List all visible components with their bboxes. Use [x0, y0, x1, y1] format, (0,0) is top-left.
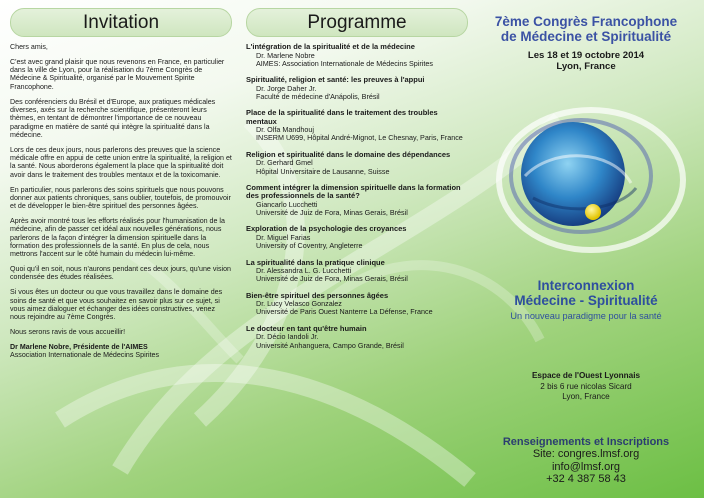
invitation-paragraph: Quoi qu'il en soit, nous n'aurons pendant ces deux jours, qu'une vision condensée des études réalisées. — [10, 265, 231, 282]
cover-column — [478, 8, 694, 498]
speaker-name: Giancarlo Lucchetti — [256, 199, 318, 209]
invitation-paragraph: Après avoir montré tous les efforts réalisés pour l'humanisation de la médecine, afin de passer cet idéal aux nouvelles générations, nous parlerons de la façon d'intégrer la dimension spirituelle dans la formation des professionnels de la santé. En plus de cela, nous mettrons l'accent sur le côté humain du médecin lui-même. — [10, 217, 225, 259]
invitation-column — [10, 8, 232, 360]
speaker-name: Dr. Alessandra L. G. Lucchetti — [256, 266, 352, 276]
talk-title: Bien-être spirituel des personnes âgées — [246, 290, 389, 300]
speaker-affiliation: Université Anhanguera, Campo Grande, Brésil — [256, 340, 404, 350]
contact-phone: +32 4 387 58 43 — [546, 473, 626, 485]
congress-title-line1: 7ème Congrès Francophone — [494, 14, 678, 29]
signature-association: Association Internationale de Médecins Spirites — [10, 351, 160, 360]
speaker-affiliation: Université de Paris Ouest Nanterre La Défense, France — [256, 307, 433, 317]
speaker-name: Dr. Décio Iandoli Jr. — [256, 332, 319, 342]
talk-title: Comment intégrer la dimension spirituelle dans la formation des professionnels de la santé? — [246, 182, 461, 201]
speaker-name: Dr. Marlene Nobre — [256, 50, 315, 60]
venue-city: Lyon, France — [562, 392, 610, 401]
programme-item — [246, 259, 468, 284]
congress-title — [478, 14, 694, 44]
invitation-paragraph: Des conférenciers du Brésil et d'Europe, aux pratiques médicales diverses, axés sur la recherche scientifique, présenteront leurs thèmes, en tentant de démontrer l'importance de ce nouveau paradigme en matière de santé qui intègre la spiritualité dans la médecine. — [10, 97, 216, 139]
theme-block — [478, 278, 694, 321]
speaker-affiliation: Université de Juiz de Fora, Minas Gerais, Brésil — [256, 208, 408, 218]
programme-item — [246, 109, 468, 143]
speaker-name: Dr. Gerhard Gmel — [256, 158, 313, 168]
invitation-paragraph: Lors de ces deux jours, nous parlerons des preuves que la science médicale offre en appui de cette union entre la spiritualité, la religion et la santé. Nous aborderons également la place que la spiritualité doit avoir dans le traitement des troubles mentaux et de la toxicomanie. — [10, 145, 232, 179]
talk-title: Exploration de la psychologie des croyances — [246, 224, 407, 234]
talk-title: Place de la spiritualité dans le traitement des troubles mentaux — [246, 108, 438, 126]
theme-line2: Médecine - Spiritualité — [514, 293, 658, 308]
programme-item — [246, 325, 468, 350]
speaker-affiliation: INSERM U699, Hôpital André-Mignot, Le Chesnay, Paris, France — [256, 133, 463, 143]
dates-text: Les 18 et 19 octobre 2014 — [527, 50, 645, 61]
programme-item — [246, 184, 468, 218]
invitation-heading: Invitation — [10, 8, 232, 37]
programme-item — [246, 151, 468, 176]
programme-column — [246, 8, 468, 358]
signature-name: Dr Marlene Nobre, Présidente de l'AIMES — [10, 342, 148, 351]
congress-dates — [478, 50, 694, 72]
programme-item — [246, 76, 468, 101]
invitation-paragraph: Si vous êtes un docteur ou que vous travaillez dans le domaine des soins de santé et que vous souhaitez en savoir plus sur ce sujet, si vous aimez dialoguer et échanger des idées constructives, venez nous rejoindre au 7ème Congrès. — [10, 288, 223, 322]
talk-title: Le docteur en tant qu'être humain — [246, 323, 367, 333]
contact-email: info@lmsf.org — [551, 460, 621, 473]
invitation-body — [10, 43, 232, 360]
programme-item — [246, 225, 468, 250]
venue-street: 2 bis 6 rue nicolas Sicard — [540, 381, 632, 391]
theme-line1: Interconnexion — [537, 278, 635, 293]
theme-subtitle: Un nouveau paradigme pour la santé — [510, 311, 662, 321]
city-text: Lyon, France — [556, 61, 616, 72]
contact-heading: Renseignements et Inscriptions — [502, 436, 670, 448]
talk-title: L'intégration de la spiritualité et de la médecine — [246, 42, 415, 51]
speaker-affiliation: Université de Juiz de Fora, Minas Gerais, Brésil — [256, 274, 408, 284]
speaker-affiliation: University of Coventry, Angleterre — [256, 241, 363, 251]
speaker-name: Dr. Olfa Mandhouj — [256, 125, 314, 135]
invitation-paragraph: En particulier, nous parlerons des soins spirituels que nous pouvons donner aux patients chroniques, sans oublier, toutefois, de promouvoir et de développer le bien-être spirituel des personnes âgées. — [10, 185, 231, 211]
invitation-paragraph: Chers amis, — [10, 43, 48, 51]
venue-block — [478, 371, 694, 403]
programme-heading: Programme — [246, 8, 468, 37]
speaker-affiliation: Faculté de médecine d'Anápolis, Brésil — [256, 91, 380, 101]
talk-title: Religion et spiritualité dans le domaine des dépendances — [246, 149, 451, 159]
talk-title: La spiritualité dans la pratique clinique — [246, 257, 385, 267]
speaker-affiliation: AIMES: Association Internationale de Médecins Spirites — [256, 58, 433, 68]
speaker-name: Dr. Miguel Farias — [256, 232, 311, 242]
speaker-affiliation: Hôpital Universitaire de Lausanne, Suisse — [256, 166, 390, 176]
invitation-paragraph: C'est avec grand plaisir que nous revenons en France, en particulier dans la ville de Lyon, pour la réalisation du 7ème Congrès de Médecine & Spiritualité, organisé par le Mouvement Spirite Francophone. — [10, 57, 225, 91]
speaker-name: Dr. Lucy Velasco Gonzalez — [256, 299, 342, 309]
programme-item — [246, 292, 468, 317]
contact-site: Site: congres.lmsf.org — [532, 448, 640, 460]
congress-title-line2: de Médecine et Spiritualité — [500, 29, 672, 44]
talk-title: Spiritualité, religion et santé: les preuves à l'appui — [246, 75, 425, 85]
speaker-name: Dr. Jorge Daher Jr. — [256, 83, 317, 93]
invitation-paragraph: Nous serons ravis de vous accueillir! — [10, 328, 126, 337]
globe-logo-icon — [481, 88, 691, 268]
venue-name: Espace de l'Ouest Lyonnais — [531, 371, 641, 380]
programme-item — [246, 43, 468, 68]
contact-block — [478, 436, 694, 486]
